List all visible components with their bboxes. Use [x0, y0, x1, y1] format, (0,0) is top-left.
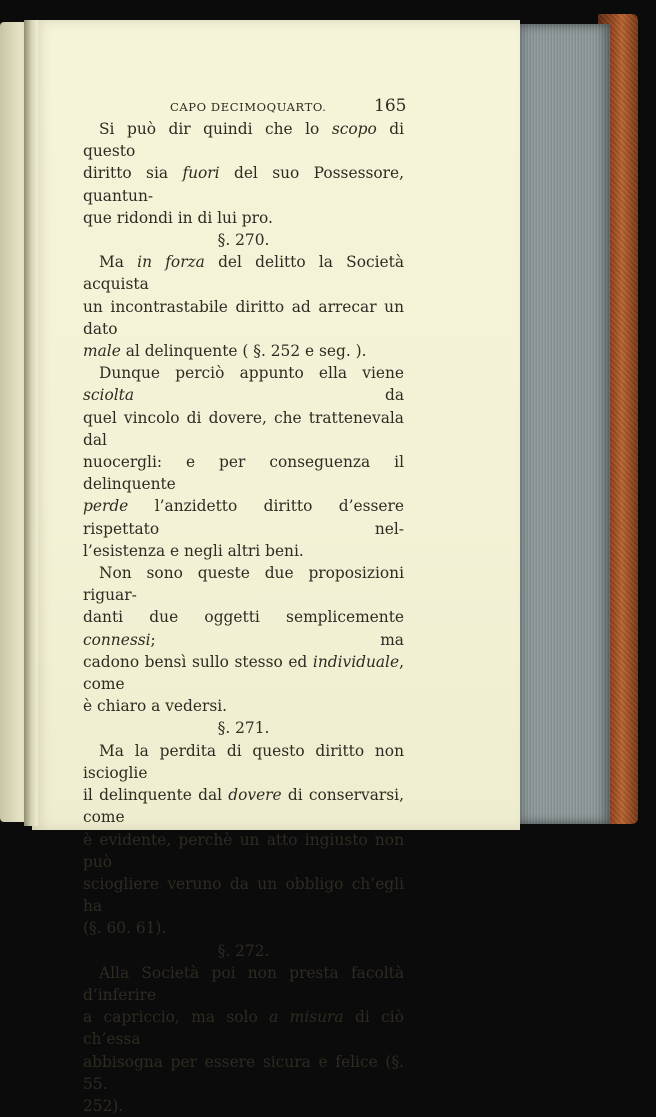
- text-line: [83, 962, 404, 1006]
- text-run: abbisogna per essere sicura e felice (§. 55.: [83, 1052, 404, 1093]
- italic-phrase: male: [83, 342, 121, 361]
- text-run: (§. 60. 61).: [83, 919, 167, 938]
- italic-phrase: sciolta: [83, 386, 134, 405]
- page-gutter: [24, 20, 38, 826]
- italic-phrase: in forza: [137, 253, 205, 272]
- italic-phrase: individuale: [312, 652, 400, 671]
- section-heading: [83, 717, 404, 739]
- text-line: [83, 562, 404, 606]
- text-run: Dunque perciò appunto ella viene: [99, 364, 404, 383]
- text-run: Non sono queste due proposizioni riguar-: [83, 564, 404, 605]
- text-line: [83, 495, 404, 539]
- text-line: [83, 340, 404, 362]
- text-run: di conservarsi, come: [83, 786, 404, 827]
- text-run: ; ma: [150, 630, 404, 649]
- text-run: , come: [83, 652, 404, 694]
- text-line: [83, 407, 404, 451]
- text-run: Ma la perdita di questo diritto non iscioglie: [83, 741, 404, 782]
- text-run: di ciò ch’essa: [83, 1008, 404, 1049]
- text-line: [83, 695, 404, 717]
- text-run: il delinquente dal: [83, 786, 229, 805]
- text-run: da: [134, 386, 404, 405]
- body-text: [83, 118, 404, 1117]
- text-run: un incontrastabile diritto ad arrecar un dato: [83, 297, 404, 338]
- section-heading: [83, 229, 404, 251]
- italic-phrase: dovere: [228, 786, 282, 805]
- text-run: Si può dir quindi che lo: [99, 120, 332, 138]
- text-run: è evidente, perchè un atto ingiusto non può: [83, 830, 404, 871]
- text-run: §. 272.: [217, 941, 270, 960]
- text-run: del suo Possessore, quantun-: [83, 164, 404, 205]
- text-run: l’esistenza e negli altri beni.: [83, 541, 304, 560]
- text-run: Alla Società poi non presta facoltà d’inferire: [83, 963, 404, 1004]
- text-line: [83, 829, 404, 873]
- text-line: [83, 1006, 404, 1050]
- text-run: Ma: [99, 253, 138, 272]
- italic-phrase: connessi: [83, 630, 151, 649]
- text-line: [83, 451, 404, 495]
- text-run: sciogliere veruno da un obbligo ch’egli ha: [83, 874, 404, 916]
- text-line: [83, 118, 404, 162]
- text-run: l’anzidetto diritto d’essere rispettato nel-: [83, 497, 404, 538]
- text-line: [83, 162, 404, 206]
- text-run: al delinquente ( §. 252 e seg. ).: [120, 342, 367, 361]
- running-head: CAPO DECIMOQUARTO.: [170, 100, 327, 114]
- text-run: §. 270.: [217, 231, 270, 250]
- text-line: [83, 207, 404, 229]
- italic-phrase: perde: [83, 497, 129, 516]
- text-line: [83, 784, 404, 828]
- text-run: que ridondi in di lui pro.: [83, 208, 273, 227]
- text-line: [83, 362, 404, 406]
- text-line: [83, 740, 404, 784]
- text-run: quel vincolo di dovere, che trattenevala dal: [83, 408, 404, 449]
- text-run: 252).: [83, 1096, 124, 1115]
- text-run: a capriccio, ma solo: [83, 1008, 270, 1027]
- text-line: [83, 651, 404, 695]
- text-run: è chiaro a vedersi.: [83, 697, 228, 716]
- text-run: diritto sia: [83, 164, 183, 183]
- text-run: del delitto la Società acquista: [83, 253, 404, 294]
- page-number: 165: [374, 96, 407, 116]
- text-line: [83, 540, 404, 562]
- section-heading: [83, 940, 404, 962]
- text-line: [83, 917, 404, 939]
- italic-phrase: fuori: [182, 164, 220, 183]
- italic-phrase: scopo: [331, 120, 377, 138]
- text-line: [83, 251, 404, 295]
- text-run: danti due oggetti semplicemente: [83, 608, 404, 627]
- text-run: §. 271.: [217, 719, 270, 738]
- text-line: [83, 606, 404, 650]
- italic-phrase: a misura: [269, 1008, 344, 1027]
- text-line: [83, 1051, 404, 1095]
- text-run: nuocergli: e per conseguenza il delinquente: [83, 453, 404, 494]
- text-run: di questo: [83, 120, 404, 161]
- page-edges: [516, 24, 610, 824]
- text-line: [83, 873, 404, 917]
- text-line: [83, 1095, 404, 1117]
- text-line: [83, 296, 404, 340]
- text-run: cadono bensì sullo stesso ed: [83, 652, 313, 671]
